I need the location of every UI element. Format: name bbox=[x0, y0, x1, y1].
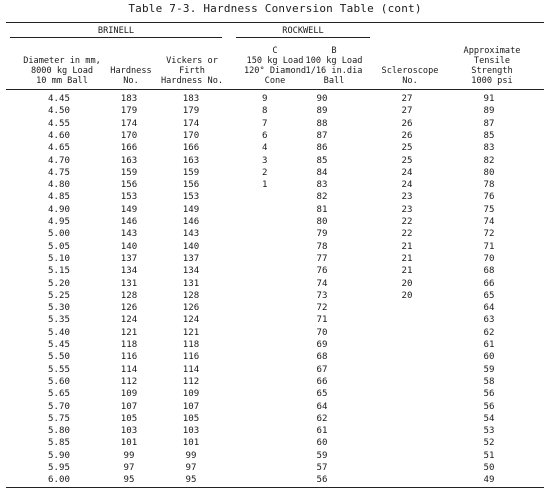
cell-rockwell-b: 57 bbox=[316, 463, 328, 473]
header-line: 1000 psi bbox=[471, 76, 513, 86]
cell-scleroscope: 27 bbox=[401, 106, 413, 117]
cell-scleroscope: 20 bbox=[401, 290, 413, 301]
cell-rockwell-c: 4 bbox=[262, 143, 268, 154]
header-scleroscope bbox=[380, 66, 440, 86]
cell-vickers: 146 bbox=[182, 217, 200, 227]
cell-brinell: 183 bbox=[120, 94, 138, 104]
cell-vickers: 143 bbox=[182, 229, 200, 240]
cell-scleroscope: 22 bbox=[401, 229, 413, 240]
cell-diameter: 5.60 bbox=[48, 376, 70, 387]
cell-tensile: 66 bbox=[483, 278, 495, 289]
cell-diameter: 5.85 bbox=[48, 438, 70, 449]
header-line: Strength bbox=[471, 66, 513, 76]
header-line: No. bbox=[402, 76, 418, 86]
cell-brinell: 121 bbox=[120, 327, 138, 338]
cell-brinell: 149 bbox=[120, 204, 138, 215]
header-rule bbox=[6, 89, 544, 90]
cell-vickers: 131 bbox=[182, 278, 200, 289]
cell-tensile: 56 bbox=[483, 401, 495, 412]
cell-brinell: 109 bbox=[120, 389, 138, 400]
cell-vickers: 112 bbox=[182, 376, 200, 387]
cell-tensile: 91 bbox=[483, 94, 495, 104]
cell-brinell: 134 bbox=[120, 266, 138, 277]
cell-scleroscope: 25 bbox=[401, 155, 413, 166]
cell-rockwell-b: 83 bbox=[316, 180, 328, 191]
cell-scleroscope: 26 bbox=[401, 130, 413, 141]
cell-tensile: 75 bbox=[483, 204, 495, 215]
cell-scleroscope: 24 bbox=[401, 180, 413, 191]
cell-brinell: 143 bbox=[120, 229, 138, 240]
cell-diameter: 5.40 bbox=[48, 327, 70, 338]
header-line: Ball bbox=[323, 76, 345, 86]
header-line: Cone bbox=[264, 76, 286, 86]
cell-brinell: 126 bbox=[120, 303, 138, 314]
cell-tensile: 51 bbox=[483, 450, 495, 461]
cell-diameter: 4.85 bbox=[48, 192, 70, 203]
header-line: Vickers or bbox=[166, 56, 218, 66]
cell-brinell: 174 bbox=[120, 118, 138, 129]
cell-rockwell-b: 61 bbox=[316, 426, 328, 437]
cell-diameter: 5.90 bbox=[48, 450, 70, 461]
cell-diameter: 5.70 bbox=[48, 401, 70, 412]
header-line: Hardness No. bbox=[160, 76, 224, 86]
cell-diameter: 4.65 bbox=[48, 143, 70, 154]
cell-diameter: 5.10 bbox=[48, 253, 70, 264]
cell-rockwell-b: 88 bbox=[316, 118, 328, 129]
cell-scleroscope: 20 bbox=[401, 278, 413, 289]
cell-diameter: 4.60 bbox=[48, 130, 70, 141]
cell-diameter: 5.30 bbox=[48, 303, 70, 314]
cell-rockwell-c: 3 bbox=[262, 155, 268, 166]
cell-vickers: 99 bbox=[185, 450, 197, 461]
cell-tensile: 80 bbox=[483, 167, 495, 178]
cell-brinell: 131 bbox=[120, 278, 138, 289]
cell-rockwell-b: 73 bbox=[316, 290, 328, 301]
top-rule bbox=[6, 22, 544, 23]
cell-diameter: 5.35 bbox=[48, 315, 70, 326]
cell-tensile: 62 bbox=[483, 327, 495, 338]
cell-vickers: 118 bbox=[182, 340, 200, 350]
cell-tensile: 71 bbox=[483, 241, 495, 252]
cell-rockwell-c: 7 bbox=[262, 118, 268, 129]
bottom-rule bbox=[6, 487, 544, 488]
cell-rockwell-c: 8 bbox=[262, 106, 268, 117]
cell-vickers: 137 bbox=[182, 253, 200, 264]
cell-tensile: 58 bbox=[483, 376, 495, 387]
cell-brinell: 105 bbox=[120, 413, 138, 424]
cell-diameter: 5.15 bbox=[48, 266, 70, 277]
cell-tensile: 70 bbox=[483, 253, 495, 264]
cell-brinell: 156 bbox=[120, 180, 138, 191]
header-line: 1/16 in.dia bbox=[305, 66, 363, 76]
cell-diameter: 6.00 bbox=[48, 475, 70, 486]
cell-diameter: 5.20 bbox=[48, 278, 70, 289]
cell-vickers: 174 bbox=[182, 118, 200, 129]
cell-tensile: 63 bbox=[483, 315, 495, 326]
cell-rockwell-c: 1 bbox=[262, 180, 268, 191]
cell-rockwell-b: 69 bbox=[316, 340, 328, 350]
cell-rockwell-b: 71 bbox=[316, 315, 328, 326]
header-vickers bbox=[158, 56, 226, 86]
cell-tensile: 60 bbox=[483, 352, 495, 363]
cell-rockwell-b: 80 bbox=[316, 217, 328, 227]
cell-diameter: 5.75 bbox=[48, 413, 70, 424]
cell-brinell: 166 bbox=[120, 143, 138, 154]
cell-rockwell-b: 78 bbox=[316, 241, 328, 252]
cell-brinell: 163 bbox=[120, 155, 138, 166]
header-diameter bbox=[4, 56, 120, 86]
cell-rockwell-b: 72 bbox=[316, 303, 328, 314]
cell-rockwell-b: 82 bbox=[316, 192, 328, 203]
cell-vickers: 166 bbox=[182, 143, 200, 154]
header-brinell-hardness bbox=[108, 66, 154, 86]
cell-tensile: 65 bbox=[483, 290, 495, 301]
cell-vickers: 156 bbox=[182, 180, 200, 191]
header-line: Diameter in mm, bbox=[23, 56, 101, 66]
cell-brinell: 153 bbox=[120, 192, 138, 203]
cell-rockwell-b: 77 bbox=[316, 253, 328, 264]
cell-vickers: 107 bbox=[182, 401, 200, 412]
cell-tensile: 76 bbox=[483, 192, 495, 203]
header-rockwell-b bbox=[302, 46, 366, 86]
table-title: Table 7-3. Hardness Conversion Table (cont) bbox=[128, 2, 422, 15]
cell-brinell: 170 bbox=[120, 130, 138, 141]
header-line: 100 kg Load bbox=[305, 56, 363, 66]
cell-tensile: 64 bbox=[483, 303, 495, 314]
cell-diameter: 4.95 bbox=[48, 217, 70, 227]
cell-scleroscope: 23 bbox=[401, 192, 413, 203]
cell-vickers: 183 bbox=[182, 94, 200, 104]
cell-rockwell-b: 87 bbox=[316, 130, 328, 141]
header-line: C bbox=[272, 46, 278, 56]
cell-brinell: 112 bbox=[120, 376, 138, 387]
header-rockwell-c bbox=[240, 46, 310, 86]
cell-scleroscope: 25 bbox=[401, 143, 413, 154]
cell-rockwell-b: 62 bbox=[316, 413, 328, 424]
cell-tensile: 89 bbox=[483, 106, 495, 117]
cell-brinell: 114 bbox=[120, 364, 138, 375]
header-line: 120° Diamond bbox=[243, 66, 307, 76]
cell-brinell: 118 bbox=[120, 340, 138, 350]
cell-brinell: 137 bbox=[120, 253, 138, 264]
cell-brinell: 179 bbox=[120, 106, 138, 117]
cell-diameter: 5.25 bbox=[48, 290, 70, 301]
cell-tensile: 85 bbox=[483, 130, 495, 141]
cell-vickers: 149 bbox=[182, 204, 200, 215]
cell-diameter: 4.70 bbox=[48, 155, 70, 166]
cell-tensile: 52 bbox=[483, 438, 495, 449]
cell-tensile: 72 bbox=[483, 229, 495, 240]
header-line: 10 mm Ball bbox=[36, 76, 88, 86]
cell-rockwell-b: 81 bbox=[316, 204, 328, 215]
cell-vickers: 101 bbox=[182, 438, 200, 449]
header-line: Tensile bbox=[473, 56, 511, 66]
cell-rockwell-b: 89 bbox=[316, 106, 328, 117]
cell-vickers: 103 bbox=[182, 426, 200, 437]
cell-vickers: 163 bbox=[182, 155, 200, 166]
cell-rockwell-b: 64 bbox=[316, 401, 328, 412]
cell-tensile: 74 bbox=[483, 217, 495, 227]
cell-rockwell-b: 70 bbox=[316, 327, 328, 338]
cell-vickers: 114 bbox=[182, 364, 200, 375]
header-line: No. bbox=[123, 76, 139, 86]
cell-vickers: 105 bbox=[182, 413, 200, 424]
cell-vickers: 124 bbox=[182, 315, 200, 326]
cell-brinell: 116 bbox=[120, 352, 138, 363]
cell-scleroscope: 21 bbox=[401, 241, 413, 252]
cell-scleroscope: 24 bbox=[401, 167, 413, 178]
cell-vickers: 97 bbox=[185, 463, 197, 473]
cell-diameter: 4.55 bbox=[48, 118, 70, 129]
cell-rockwell-c: 2 bbox=[262, 167, 268, 178]
cell-rockwell-b: 76 bbox=[316, 266, 328, 277]
cell-tensile: 87 bbox=[483, 118, 495, 129]
cell-diameter: 5.00 bbox=[48, 229, 70, 240]
header-line: Hardness bbox=[110, 66, 152, 76]
cell-rockwell-b: 68 bbox=[316, 352, 328, 363]
cell-vickers: 179 bbox=[182, 106, 200, 117]
cell-tensile: 83 bbox=[483, 143, 495, 154]
cell-brinell: 103 bbox=[120, 426, 138, 437]
cell-scleroscope: 22 bbox=[401, 217, 413, 227]
cell-diameter: 4.45 bbox=[48, 94, 70, 104]
cell-diameter: 4.50 bbox=[48, 106, 70, 117]
cell-vickers: 109 bbox=[182, 389, 200, 400]
cell-brinell: 97 bbox=[123, 463, 135, 473]
cell-tensile: 54 bbox=[483, 413, 495, 424]
cell-diameter: 4.90 bbox=[48, 204, 70, 215]
cell-tensile: 78 bbox=[483, 180, 495, 191]
group-header-rockwell: ROCKWELL bbox=[282, 26, 324, 36]
cell-rockwell-c: 6 bbox=[262, 130, 268, 141]
cell-diameter: 5.45 bbox=[48, 340, 70, 350]
cell-rockwell-b: 85 bbox=[316, 155, 328, 166]
cell-tensile: 53 bbox=[483, 426, 495, 437]
cell-diameter: 5.95 bbox=[48, 463, 70, 473]
cell-diameter: 4.80 bbox=[48, 180, 70, 191]
cell-vickers: 134 bbox=[182, 266, 200, 277]
cell-vickers: 95 bbox=[185, 475, 197, 486]
cell-diameter: 5.50 bbox=[48, 352, 70, 363]
cell-scleroscope: 21 bbox=[401, 266, 413, 277]
cell-brinell: 95 bbox=[123, 475, 135, 486]
cell-rockwell-b: 67 bbox=[316, 364, 328, 375]
cell-rockwell-b: 90 bbox=[316, 94, 328, 104]
cell-rockwell-b: 74 bbox=[316, 278, 328, 289]
cell-scleroscope: 27 bbox=[401, 94, 413, 104]
cell-vickers: 159 bbox=[182, 167, 200, 178]
cell-tensile: 59 bbox=[483, 364, 495, 375]
cell-brinell: 159 bbox=[120, 167, 138, 178]
cell-scleroscope: 23 bbox=[401, 204, 413, 215]
header-line: Scleroscope bbox=[381, 66, 439, 76]
cell-rockwell-c: 9 bbox=[262, 94, 268, 104]
cell-tensile: 56 bbox=[483, 389, 495, 400]
cell-diameter: 5.55 bbox=[48, 364, 70, 375]
cell-rockwell-b: 56 bbox=[316, 475, 328, 486]
rockwell-underline bbox=[236, 37, 370, 38]
cell-brinell: 140 bbox=[120, 241, 138, 252]
cell-scleroscope: 26 bbox=[401, 118, 413, 129]
cell-brinell: 101 bbox=[120, 438, 138, 449]
cell-tensile: 68 bbox=[483, 266, 495, 277]
cell-vickers: 140 bbox=[182, 241, 200, 252]
cell-diameter: 5.65 bbox=[48, 389, 70, 400]
cell-tensile: 49 bbox=[483, 475, 495, 486]
cell-rockwell-b: 60 bbox=[316, 438, 328, 449]
cell-tensile: 50 bbox=[483, 463, 495, 473]
header-line: B bbox=[331, 46, 337, 56]
cell-rockwell-b: 66 bbox=[316, 376, 328, 387]
header-line: 150 kg Load bbox=[246, 56, 304, 66]
cell-rockwell-b: 79 bbox=[316, 229, 328, 240]
cell-diameter: 4.75 bbox=[48, 167, 70, 178]
brinell-underline bbox=[10, 37, 222, 38]
cell-brinell: 124 bbox=[120, 315, 138, 326]
cell-vickers: 121 bbox=[182, 327, 200, 338]
cell-diameter: 5.05 bbox=[48, 241, 70, 252]
cell-brinell: 128 bbox=[120, 290, 138, 301]
header-line: 8000 kg Load bbox=[30, 66, 94, 76]
cell-scleroscope: 21 bbox=[401, 253, 413, 264]
cell-rockwell-b: 86 bbox=[316, 143, 328, 154]
cell-diameter: 5.80 bbox=[48, 426, 70, 437]
header-tensile bbox=[462, 46, 522, 86]
cell-tensile: 61 bbox=[483, 340, 495, 350]
cell-rockwell-b: 65 bbox=[316, 389, 328, 400]
cell-brinell: 99 bbox=[123, 450, 135, 461]
cell-vickers: 153 bbox=[182, 192, 200, 203]
header-line: Approximate bbox=[463, 46, 521, 56]
cell-brinell: 146 bbox=[120, 217, 138, 227]
cell-vickers: 116 bbox=[182, 352, 200, 363]
cell-rockwell-b: 59 bbox=[316, 450, 328, 461]
cell-rockwell-b: 84 bbox=[316, 167, 328, 178]
cell-vickers: 126 bbox=[182, 303, 200, 314]
cell-vickers: 170 bbox=[182, 130, 200, 141]
header-line: Firth bbox=[179, 66, 205, 76]
cell-vickers: 128 bbox=[182, 290, 200, 301]
group-header-brinell: BRINELL bbox=[97, 26, 135, 36]
cell-brinell: 107 bbox=[120, 401, 138, 412]
cell-tensile: 82 bbox=[483, 155, 495, 166]
